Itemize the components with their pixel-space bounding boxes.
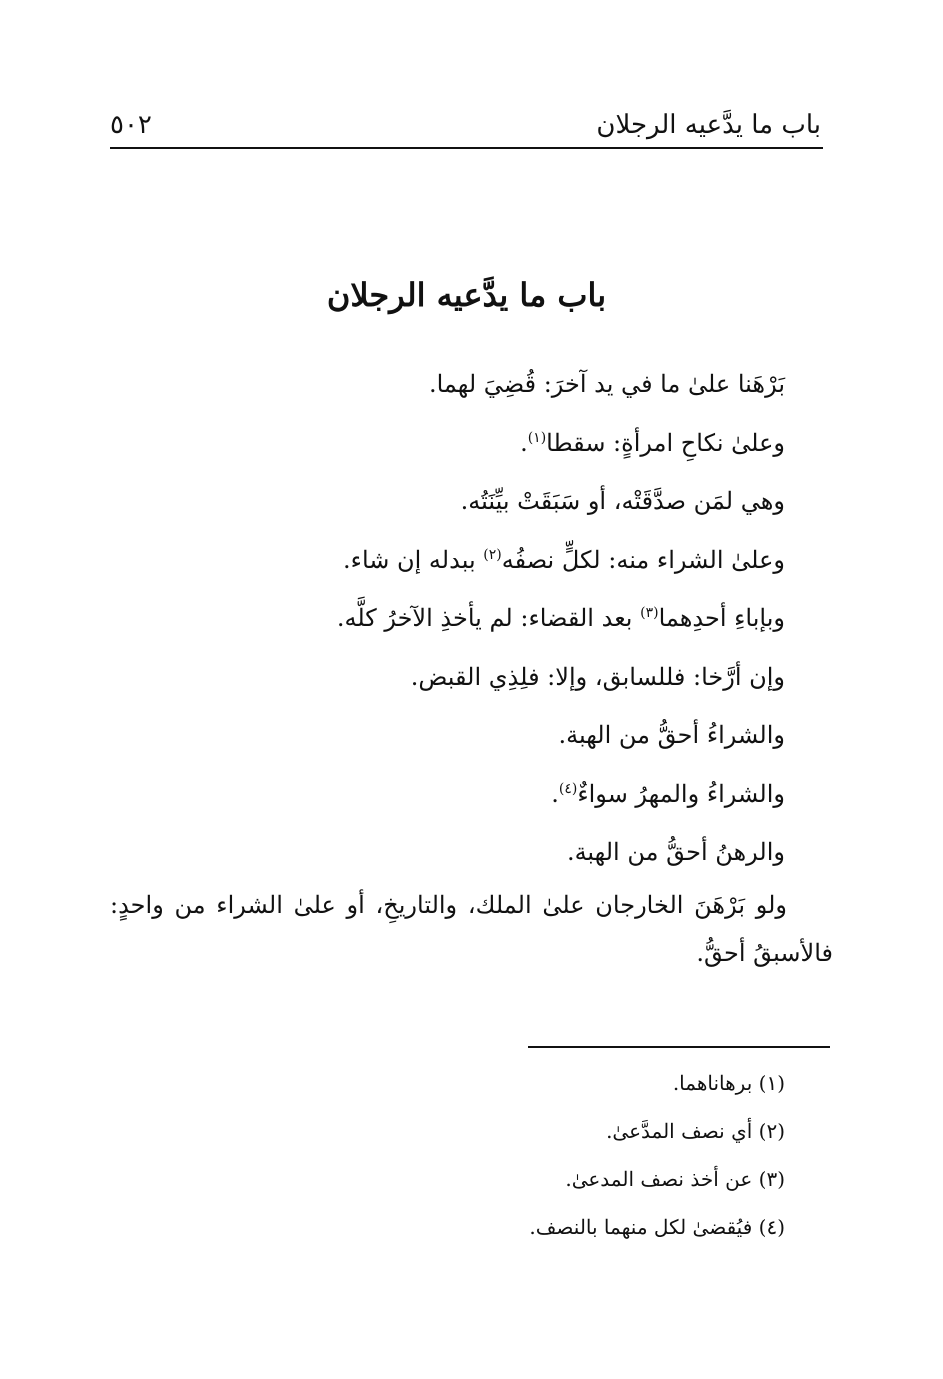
line-text-after: ببدله إن شاء. <box>343 545 484 574</box>
line-text-after: . <box>551 779 559 808</box>
line-text: وعلىٰ نكاحِ امرأةٍ: سقطا <box>546 428 785 457</box>
line-text: وعلىٰ الشراء منه: لكلٍّ نصفُه <box>501 545 785 574</box>
footnote-marker: (٢) <box>483 546 502 563</box>
chapter-title: باب ما يدَّعيه الرجلان <box>326 276 607 314</box>
last-paragraph: ولو بَرْهَنَ الخارجان علىٰ الملك، والتاريخِ، أو علىٰ الشراء من واحدٍ: فالأسبقُ أحقُّ. <box>110 891 833 967</box>
running-header <box>110 104 823 148</box>
text-line <box>110 648 785 707</box>
line-text: والشراءُ والمهرُ سواءٌ <box>577 779 785 808</box>
footnote-item: (١) برهاناهما. <box>672 1071 785 1095</box>
footnotes <box>400 1063 785 1255</box>
footnote-item: (٣) عن أخذ نصف المدعىٰ. <box>565 1167 785 1191</box>
line-text: والرهنُ أحقُّ من الهبة. <box>566 838 785 866</box>
line-text: وهي لمَن صدَّقَتْه، أو سَبَقَتْ بيِّنَتُه. <box>460 487 785 515</box>
text-line <box>110 765 785 824</box>
header-rule <box>110 147 823 149</box>
line-text: وإن أرَّخا: فللسابق، وإلا: فلِذِي القبض. <box>410 662 785 691</box>
page-number: ٥٠٢ <box>110 110 152 140</box>
running-title: باب ما يدَّعيه الرجلان <box>596 110 821 140</box>
line-text-after: بعد القضاء: لم يأخذِ الآخرُ كلَّه. <box>336 604 641 632</box>
text-line <box>110 355 785 414</box>
line-text: والشراءُ أحقُّ من الهبة. <box>558 721 785 749</box>
footnote-item: (٢) أي نصف المدَّعىٰ. <box>606 1119 785 1143</box>
footnote-marker: (٣) <box>640 605 659 621</box>
line-text: وبإباءِ أحدِهما <box>658 604 785 632</box>
text-line <box>110 823 785 882</box>
footnote-marker: (٤) <box>558 780 578 797</box>
line-text: بَرْهَنا علىٰ ما في يد آخرَ: قُضِيَ لهما. <box>428 370 785 398</box>
footnote-separator <box>528 1046 830 1048</box>
body-text <box>110 355 785 882</box>
line-text-after: . <box>520 428 528 457</box>
text-line <box>110 531 785 590</box>
footnote-marker: (١) <box>527 429 547 446</box>
text-line <box>110 414 785 473</box>
text-line <box>110 472 785 531</box>
text-line <box>110 589 785 648</box>
text-line <box>110 706 785 765</box>
footnote-item: (٤) فيُقضىٰ لكل منهما بالنصف. <box>529 1215 785 1239</box>
